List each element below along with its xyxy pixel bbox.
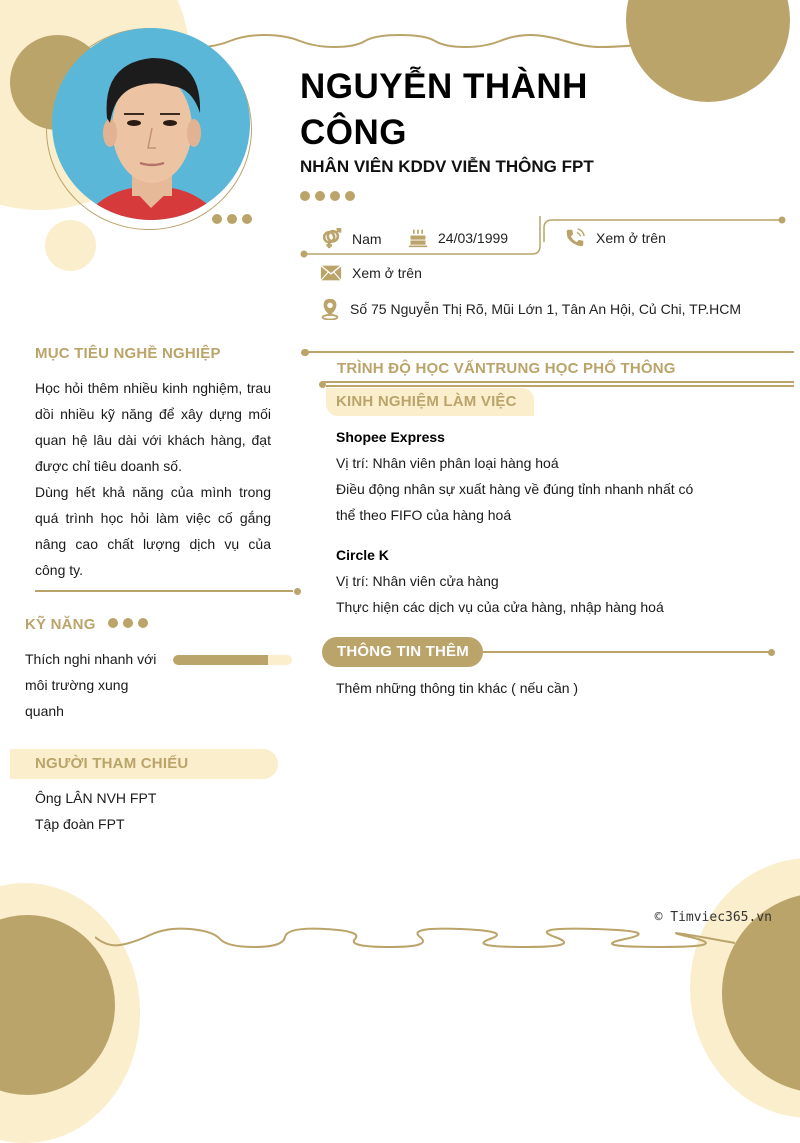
contact-birthday [408, 228, 508, 248]
additional-title: THÔNG TIN THÊM [337, 643, 469, 660]
profile-photo [52, 28, 250, 220]
decor-cream-circle-small [45, 220, 96, 271]
additional-line [483, 651, 770, 653]
email-value: Xem ở trên [352, 265, 422, 281]
objective-title: MỤC TIÊU NGHỀ NGHIỆP [35, 345, 221, 362]
objective-paragraph-2: Dùng hết khả năng của mình trong quá trình học hỏi làm việc cố gắng nâng cao chất lượng dịch vụ của công ty. [35, 484, 271, 578]
experience-title: KINH NGHIỆM LÀM VIỆC [336, 393, 517, 410]
location-pin-icon [320, 298, 340, 320]
experience-item-1 [336, 424, 716, 528]
decor-wave-top [200, 25, 640, 55]
education-line-bottom-2 [326, 385, 794, 387]
decor-dots-skills [108, 618, 148, 628]
experience-company: Shopee Express [336, 429, 445, 445]
skills-title: KỸ NĂNG [25, 616, 96, 633]
experience-description: Thực hiện các dịch vụ của cửa hàng, nhập hàng hoá [336, 599, 664, 615]
objective-paragraph-1: Học hỏi thêm nhiều kinh nghiệm, trau dồi nhiều kỹ năng để xây dựng mối quan hệ lâu dài với khách hàng, đạt được chỉ tiêu doanh số. [35, 380, 271, 474]
decor-dot [768, 649, 775, 656]
decor-dots-title [300, 191, 355, 201]
experience-item-2 [336, 542, 736, 620]
candidate-name: NGUYỄN THÀNH CÔNG [300, 67, 588, 152]
contact-gender [320, 228, 382, 250]
reference-line-1: Ông LÂN NVH FPT [35, 790, 157, 806]
references-title: NGƯỜI THAM CHIẾU [35, 755, 189, 772]
decor-gold-circle-top-right [626, 0, 790, 102]
job-title: NHÂN VIÊN KDDV VIỄN THÔNG FPT [300, 157, 594, 176]
envelope-icon [320, 264, 342, 282]
skill-level-bar [173, 655, 292, 665]
reference-line-2: Tập đoàn FPT [35, 816, 125, 832]
decor-wave-bottom [95, 925, 735, 951]
objective-divider [35, 590, 293, 592]
education-title: TRÌNH ĐỘ HỌC VẤNTRUNG HỌC PHỔ THÔNG [337, 360, 676, 377]
contact-phone [564, 227, 666, 249]
skill-level-fill [173, 655, 268, 665]
education-line-bottom-1 [323, 381, 794, 383]
phone-icon [564, 227, 586, 249]
contact-address [320, 298, 741, 320]
decor-dots-photo [212, 214, 252, 224]
footer-copyright: © Timviec365.vn [654, 910, 772, 925]
person-silhouette-icon [52, 28, 250, 220]
skill-name: Thích nghi nhanh với môi trường xung quanh [25, 651, 157, 719]
cake-icon [408, 228, 428, 248]
experience-position: Vị trí: Nhân viên phân loại hàng hoá [336, 455, 559, 471]
experience-position: Vị trí: Nhân viên cửa hàng [336, 573, 499, 589]
contact-email [320, 264, 422, 282]
experience-company: Circle K [336, 547, 389, 563]
phone-value: Xem ở trên [596, 230, 666, 246]
gender-value: Nam [352, 231, 382, 247]
education-line-top [306, 351, 794, 353]
decor-dot [294, 588, 301, 595]
address-value: Số 75 Nguyễn Thị Rõ, Mũi Lớn 1, Tân An Hội, Củ Chi, TP.HCM [350, 301, 742, 317]
birthday-value: 24/03/1999 [438, 230, 509, 246]
gender-icon [320, 228, 342, 250]
experience-description: Điều động nhân sự xuất hàng về đúng tỉnh nhanh nhất có thể theo FIFO của hàng hoá [336, 481, 694, 523]
additional-text: Thêm những thông tin khác ( nếu cần ) [336, 680, 579, 696]
